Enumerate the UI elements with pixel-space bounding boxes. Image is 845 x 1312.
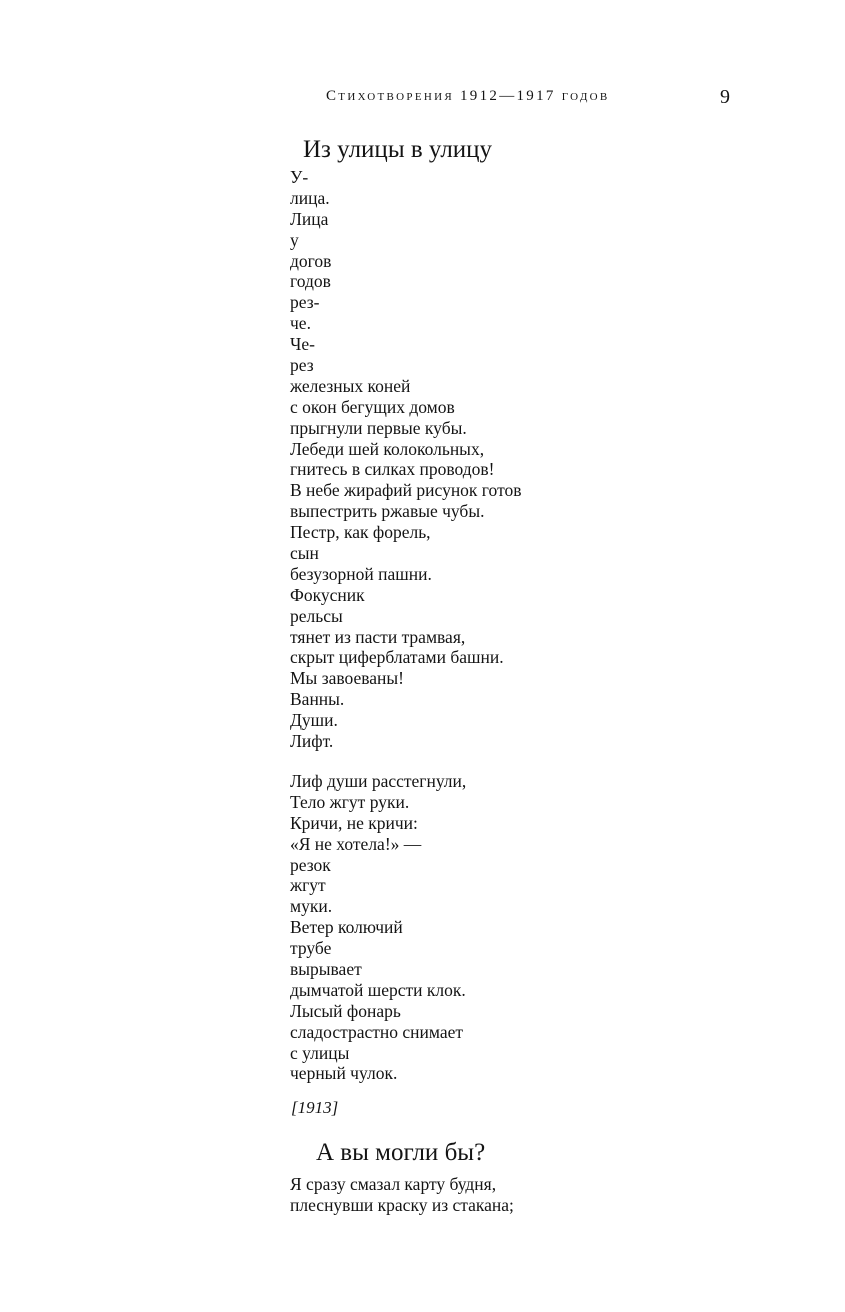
- poem-line: железных коней: [290, 375, 411, 396]
- poem-line: Лысый фонарь: [290, 1000, 401, 1021]
- poem-line: гнитесь в силках проводов!: [290, 459, 495, 480]
- poem-line: Кричи, не кричи:: [290, 812, 418, 833]
- poem-line: Тело жгут руки.: [290, 791, 410, 812]
- poem-line: муки.: [290, 896, 333, 917]
- poem-line: сладострастно снимает: [290, 1021, 464, 1042]
- poem-line: Ветер колючий: [290, 917, 403, 938]
- poem-line: жгут: [290, 875, 326, 896]
- poem-line: В небе жирафий рисунок готов: [290, 480, 522, 501]
- poem-line: Я сразу смазал карту будня,: [290, 1174, 497, 1194]
- poem-line: рез: [290, 355, 314, 376]
- stanza: [290, 167, 522, 752]
- poem-line: Ванны.: [290, 689, 345, 710]
- poem-line: сын: [290, 543, 319, 564]
- poem-line: Лица: [290, 208, 329, 229]
- poem-line: рельсы: [290, 605, 343, 626]
- poem-line: скрыт циферблатами башни.: [290, 647, 504, 668]
- stanza: [290, 771, 466, 1084]
- poem-line: прыгнули первые кубы.: [290, 417, 467, 438]
- poem-line: черный чулок.: [290, 1063, 398, 1084]
- poem-line: У-: [290, 167, 309, 187]
- poem-line: Лифт.: [290, 731, 334, 752]
- poem-line: вырывает: [290, 959, 362, 980]
- poem-line: дымчатой шерсти клок.: [290, 979, 466, 1000]
- poem-line: Фокусник: [290, 584, 365, 605]
- poem-line: выпестрить ржавые чубы.: [290, 501, 485, 522]
- poem-line: трубе: [290, 938, 332, 959]
- running-head: Стихотворения 1912—1917 годов: [326, 88, 610, 104]
- poem-line: резок: [290, 854, 331, 875]
- page-number: 9: [720, 86, 730, 108]
- poem-line: плеснувши краску из стакана;: [290, 1194, 514, 1215]
- poem-line: лица.: [290, 187, 330, 208]
- poem-line: Души.: [290, 710, 338, 731]
- poem-line: Че-: [290, 334, 315, 355]
- poem-line: с окон бегущих домов: [290, 396, 455, 417]
- poem-line: Мы завоеваны!: [290, 668, 404, 689]
- poem-line: «Я не хотела!» —: [290, 833, 422, 854]
- poem-line: рез-: [290, 292, 320, 313]
- stanza: [290, 1174, 514, 1216]
- poem-line: тянет из пасти трамвая,: [290, 626, 466, 647]
- poem-line: годов: [290, 271, 331, 292]
- poem-line: че.: [290, 313, 311, 334]
- poem-line: Лиф души расстегнули,: [290, 771, 467, 791]
- poem-line: догов: [290, 250, 332, 271]
- poem-line: у: [290, 229, 299, 250]
- poem-line: с улицы: [290, 1042, 350, 1063]
- poem-date: [1913]: [291, 1098, 339, 1117]
- poem-line: безузорной пашни.: [290, 563, 432, 584]
- poem-title: А вы могли бы?: [316, 1139, 486, 1166]
- poem-title: Из улицы в улицу: [303, 136, 493, 163]
- poem-line: Пестр, как форель,: [290, 522, 431, 543]
- poem-line: Лебеди шей колокольных,: [290, 438, 485, 459]
